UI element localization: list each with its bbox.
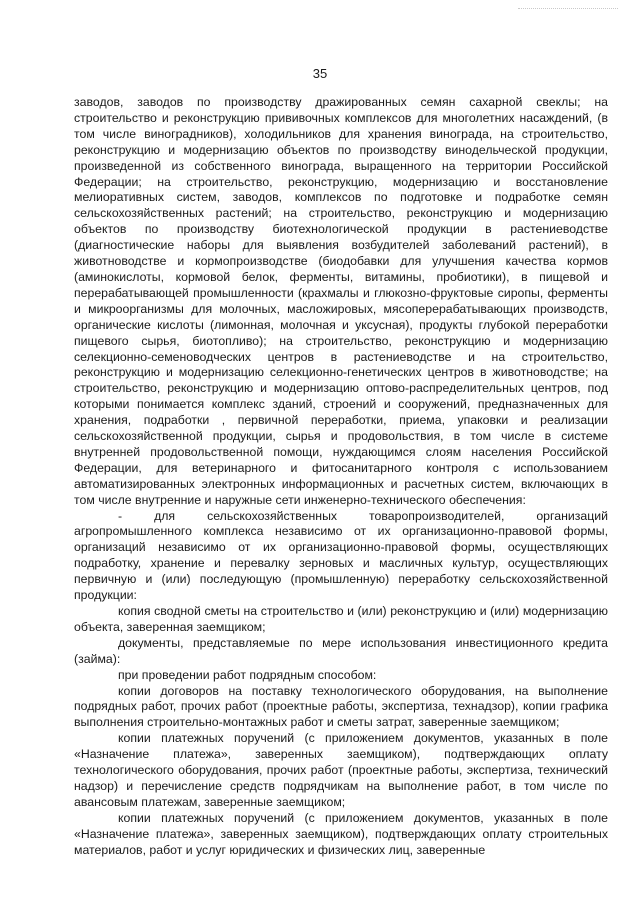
- paragraph: - для сельскохозяйственных товаропроизводителей, организаций агропромышленного комплекса независимо от их организационно-правовой формы, организаций независимо от их организационно-правовой формы, осуществляющих подработку, хранение и перевалку зерновых и масличных культур, осуществляющих первичную и (или) последующую (промышленную) переработку сельскохозяйственной продукции:: [74, 508, 608, 603]
- paragraph: копия сводной сметы на строительство и (или) реконструкцию и (или) модернизацию объекта, заверенная заемщиком;: [74, 604, 608, 634]
- body-text: [74, 95, 608, 859]
- paragraph: копии договоров на поставку технологического оборудования, на выполнение подрядных работ, прочих работ (проектные работы, экспертиза, технадзор), копии графика выполнения строительно-монтажных работ и сметы затрат, заверенные заемщиком;: [74, 683, 608, 730]
- paragraph: копии платежных поручений (с приложением документов, указанных в поле «Назначение платежа», заверенных заемщиком), подтверждающих оплату строительных материалов, работ и услуг юридических и физических лиц, заверенные: [74, 810, 608, 857]
- paragraph: заводов, заводов по производству дражированных семян сахарной свеклы; на строительство и реконструкцию прививочных комплексов для многолетних насаждений, (в том числе виноградников), холодильников для хранения винограда, на строительство, реконструкцию и модернизацию объектов по производству винодельческой продукции, произведенной из собственного винограда, выращенного на территории Российской Федерации; на строительство, реконструкцию, модернизацию и восстановление мелиоративных систем, заводов, комплексов по подготовке и подработке семян сельскохозяйственных растений; на строительство, реконструкцию и модернизацию объектов по производству биотехнологической продукции в растениеводстве (диагностические наборы для выявления возбудителей заболеваний растений), в животноводстве и кормопроизводстве (биодобавки для улучшения качества кормов (аминокислоты, кормовой белок, ферменты, витамины, пробиотики), в пищевой и перерабатывающей промышленности (крахмалы и глюкозно-фруктовые сиропы, ферменты и микроорганизмы для молочных, масложировых, мясоперерабатывающих производств, органические кислоты (лимонная, молочная и уксусная), продукты глубокой переработки пищевого сырья, биотопливо); на строительство, реконструкцию и модернизацию селекционно-семеноводческих центров в растениеводстве и на строительство, реконструкцию и модернизацию селекционно-генетических центров в животноводстве; на строительство, реконструкцию и модернизацию оптово-распределительных центров, под которыми понимается комплекс зданий, строений и сооружений, предназначенных для хранения, подработки , первичной переработки, приема, упаковки и реализации сельскохозяйственной продукции, сырья и продовольствия, в том числе в системе внутренней продовольственной помощи, нуждающимся слоям населения Российской Федерации, для ветеринарного и фитосанитарного контроля с использованием автоматизированных электронных информационных и расчетных систем, включающих в том числе внутренние и наружные сети инженерно-технического обеспечения:: [74, 95, 608, 507]
- paragraph: при проведении работ подрядным способом:: [118, 667, 377, 682]
- paragraph: документы, представляемые по мере использования инвестиционного кредита (займа):: [74, 635, 608, 666]
- scan-artifact: [518, 8, 618, 12]
- paragraph: копии платежных поручений (с приложением документов, указанных в поле «Назначение платежа», заверенных заемщиком), подтверждающих оплату технологического оборудования, прочих работ (проектные работы, экспертиза, технический надзор) и перечисление средств подрядчикам на выполнение работ, в том числе по авансовым платежам, заверенные заемщиком;: [74, 731, 608, 809]
- page-number: 35: [312, 66, 328, 81]
